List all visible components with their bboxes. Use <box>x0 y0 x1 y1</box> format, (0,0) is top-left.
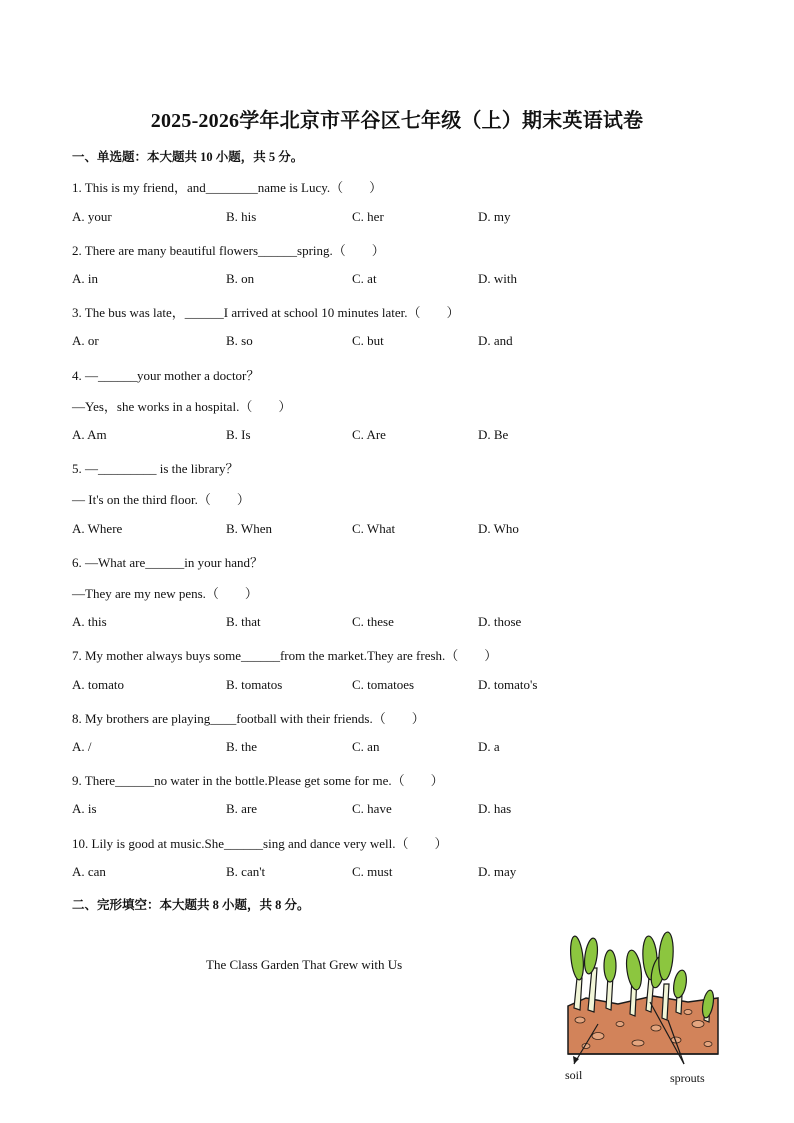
question-9-option-a: A. is <box>72 801 97 816</box>
question-6-response: —They are my new pens.（ ） <box>72 586 258 601</box>
question-6-option-b: B. that <box>226 614 261 629</box>
question-2-option-d: D. with <box>478 271 517 286</box>
question-6-option-d: D. those <box>478 614 522 629</box>
question-10-option-d: D. may <box>478 864 517 879</box>
question-1-option-c: C. her <box>352 209 384 224</box>
passage-title: The Class Garden That Grew with Us <box>206 957 403 972</box>
section-heading-cloze: 二、完形填空：本大题共 8 小题，共 8 分。 <box>72 898 310 912</box>
question-7-text: 7. My mother always buys some______from the market.They are fresh.（ ） <box>72 648 498 663</box>
question-5-option-d: D. Who <box>478 521 519 536</box>
question-10-text: 10. Lily is good at music.She______sing and dance very well.（ ） <box>72 836 448 851</box>
question-1-text: 1. This is my friend，and________name is Lucy.（ ） <box>72 180 383 195</box>
section-heading-single-choice: 一、单选题：本大题共 10 小题，共 5 分。 <box>72 150 304 164</box>
question-10-option-a: A. can <box>72 864 106 879</box>
question-2-option-a: A. in <box>72 271 98 286</box>
question-6-option-a: A. this <box>72 614 107 629</box>
question-7-option-a: A. tomato <box>72 677 124 692</box>
question-5-text: 5. —_________ is the library？ <box>72 461 239 476</box>
question-4-option-b: B. Is <box>226 427 251 442</box>
sprouts-illustration <box>558 928 728 1088</box>
question-6-option-c: C. these <box>352 614 394 629</box>
question-8-option-c: C. an <box>352 739 380 754</box>
question-1-option-d: D. my <box>478 209 511 224</box>
question-2-option-b: B. on <box>226 271 255 286</box>
sprouts-label: sprouts <box>670 1071 705 1085</box>
question-3-option-b: B. so <box>226 333 253 348</box>
question-8-option-b: B. the <box>226 739 258 754</box>
question-4-response: —Yes，she works in a hospital.（ ） <box>72 399 292 414</box>
question-4-option-c: C. Are <box>352 427 386 442</box>
question-9-option-c: C. have <box>352 801 392 816</box>
question-5-option-b: B. When <box>226 521 272 536</box>
question-4-option-a: A. Am <box>72 427 107 442</box>
sprouts-in-soil-image <box>558 928 728 1088</box>
question-3-option-a: A. or <box>72 333 99 348</box>
question-3-text: 3. The bus was late，______I arrived at school 10 minutes later.（ ） <box>72 305 460 320</box>
question-6-text: 6. —What are______in your hand？ <box>72 555 263 570</box>
question-9-text: 9. There______no water in the bottle.Please get some for me.（ ） <box>72 773 444 788</box>
page-title: 2025-2026学年北京市平谷区七年级（上）期末英语试卷 <box>150 110 644 132</box>
question-8-option-d: D. a <box>478 739 500 754</box>
question-3-option-c: C. but <box>352 333 384 348</box>
question-7-option-d: D. tomato's <box>478 677 538 692</box>
question-4-text: 4. —______your mother a doctor？ <box>72 368 260 383</box>
question-1-option-a: A. your <box>72 209 112 224</box>
question-9-option-b: B. are <box>226 801 258 816</box>
question-10-option-c: C. must <box>352 864 393 879</box>
question-2-option-c: C. at <box>352 271 377 286</box>
question-7-option-c: C. tomatoes <box>352 677 415 692</box>
question-1-option-b: B. his <box>226 209 257 224</box>
soil-label: soil <box>565 1068 583 1082</box>
question-5-option-a: A. Where <box>72 521 123 536</box>
question-4-option-d: D. Be <box>478 427 509 442</box>
question-8-text: 8. My brothers are playing____football with their friends.（ ） <box>72 711 425 726</box>
question-9-option-d: D. has <box>478 801 512 816</box>
question-7-option-b: B. tomatos <box>226 677 283 692</box>
question-5-response: — It's on the third floor.（ ） <box>72 492 250 507</box>
question-5-option-c: C. What <box>352 521 396 536</box>
question-3-option-d: D. and <box>478 333 513 348</box>
question-8-option-a: A. / <box>72 739 92 754</box>
question-2-text: 2. There are many beautiful flowers______spring.（ ） <box>72 243 385 258</box>
question-10-option-b: B. can't <box>226 864 266 879</box>
